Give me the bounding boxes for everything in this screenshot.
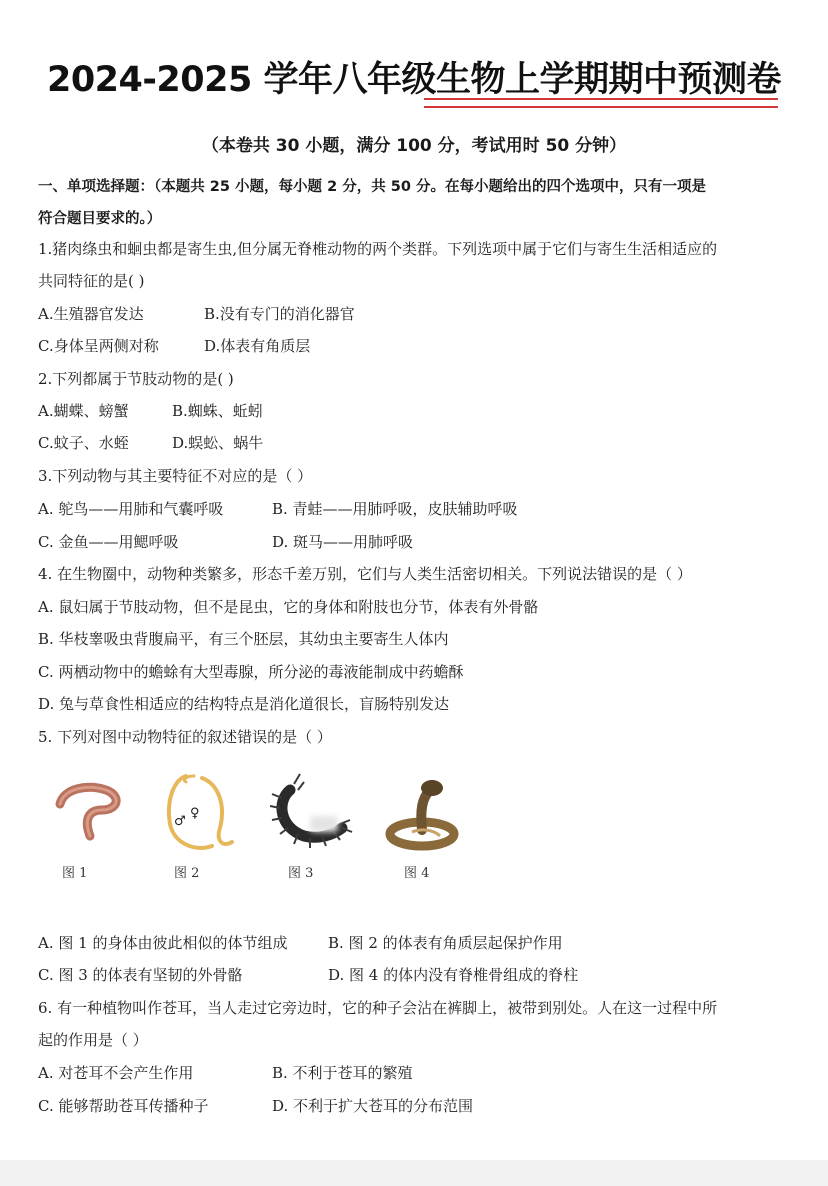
q5-option-d: D. 图 4 的体内没有脊椎骨组成的脊柱 <box>328 966 579 984</box>
centipede-icon <box>270 770 360 860</box>
figure-1-label: 图 1 <box>62 866 88 881</box>
q4-option-d: D. 兔与草食性相适应的结构特点是消化道很长，盲肠特别发达 <box>38 695 450 713</box>
q3-option-d: D. 斑马——用肺呼吸 <box>272 533 414 551</box>
female-symbol-icon: ♀ <box>190 806 200 821</box>
q5-option-c: C. 图 3 的体表有坚韧的外骨骼 <box>38 966 243 984</box>
q4-option-a: A. 鼠妇属于节肢动物，但不是昆虫，它的身体和附肢也分节，体表有外骨骼 <box>38 598 539 616</box>
bottom-bar <box>0 1160 828 1186</box>
q5-stem: 5. 下列对图中动物特征的叙述错误的是（ ） <box>38 728 332 746</box>
q6-option-a: A. 对苍耳不会产生作用 <box>38 1064 194 1082</box>
q6-option-d: D. 不利于扩大苍耳的分布范围 <box>272 1097 474 1115</box>
male-symbol-icon: ♂ <box>174 814 186 829</box>
snake-icon <box>382 770 472 860</box>
q2-option-c: C.蚊子、水蛭 <box>38 434 129 452</box>
roundworm-icon <box>156 770 246 860</box>
q2-option-d: D.蜈蚣、蜗牛 <box>172 434 264 452</box>
q1-option-c: C.身体呈两侧对称 <box>38 337 159 355</box>
figure-3-centipede <box>270 770 360 880</box>
exam-title: 2024-2025 学年八年级生物上学期期中预测卷 <box>46 60 782 100</box>
q2-stem: 2.下列都属于节肢动物的是( ) <box>38 370 234 388</box>
q1-stem-line2: 共同特征的是( ) <box>38 272 145 290</box>
figure-3-blur <box>310 816 338 832</box>
q1-option-a: A.生殖器官发达 <box>38 305 144 323</box>
q2-option-b: B.蜘蛛、蚯蚓 <box>172 402 263 420</box>
q1-stem-line1: 1.猪肉绦虫和蛔虫都是寄生虫,但分属无脊椎动物的两个类群。下列选项中属于它们与寄生生活相适应的 <box>38 240 718 258</box>
earthworm-icon <box>48 770 138 860</box>
q6-stem-line2: 起的作用是（ ） <box>38 1031 148 1049</box>
figure-1-earthworm <box>48 770 138 880</box>
figure-3-label: 图 3 <box>288 866 314 881</box>
exam-subtitle: （本卷共 30 小题，满分 100 分，考试用时 50 分钟） <box>201 136 627 156</box>
q1-option-d: D.体表有角质层 <box>204 337 311 355</box>
figure-2-roundworm <box>156 770 246 880</box>
q5-option-b: B. 图 2 的体表有角质层起保护作用 <box>328 934 563 952</box>
q4-stem: 4. 在生物圈中，动物种类繁多，形态千差万别，它们与人类生活密切相关。下列说法错误的是（ ） <box>38 565 692 583</box>
q6-stem-line1: 6. 有一种植物叫作苍耳，当人走过它旁边时，它的种子会沾在裤脚上，被带到别处。人在这一过程中所 <box>38 999 718 1017</box>
figure-4-label: 图 4 <box>404 866 430 881</box>
section-heading-line1: 一、单项选择题：（本题共 25 小题，每小题 2 分，共 50 分。在每小题给出的四个选项中，只有一项是 <box>38 179 706 195</box>
q6-option-b: B. 不利于苍耳的繁殖 <box>272 1064 413 1082</box>
q3-option-b: B. 青蛙——用肺呼吸，皮肤辅助呼吸 <box>272 500 518 518</box>
q3-option-c: C. 金鱼——用鳃呼吸 <box>38 533 179 551</box>
q5-option-a: A. 图 1 的身体由彼此相似的体节组成 <box>38 934 288 952</box>
figure-4-snake <box>382 770 472 880</box>
q3-stem: 3.下列动物与其主要特征不对应的是（ ） <box>38 467 313 485</box>
q3-option-a: A. 鸵鸟——用肺和气囊呼吸 <box>38 500 224 518</box>
section-heading-line2: 符合题目要求的。） <box>38 211 162 227</box>
figure-2-label: 图 2 <box>174 866 200 881</box>
q6-option-c: C. 能够帮助苍耳传播种子 <box>38 1097 209 1115</box>
q2-option-a: A.蝴蝶、螃蟹 <box>38 402 129 420</box>
q4-option-b: B. 华枝睾吸虫背腹扁平，有三个胚层，其幼虫主要寄生人体内 <box>38 630 449 648</box>
q5-figures <box>38 770 798 890</box>
q1-option-b: B.没有专门的消化器官 <box>204 305 355 323</box>
title-underline <box>424 98 778 108</box>
q4-option-c: C. 两栖动物中的蟾蜍有大型毒腺，所分泌的毒液能制成中药蟾酥 <box>38 663 464 681</box>
